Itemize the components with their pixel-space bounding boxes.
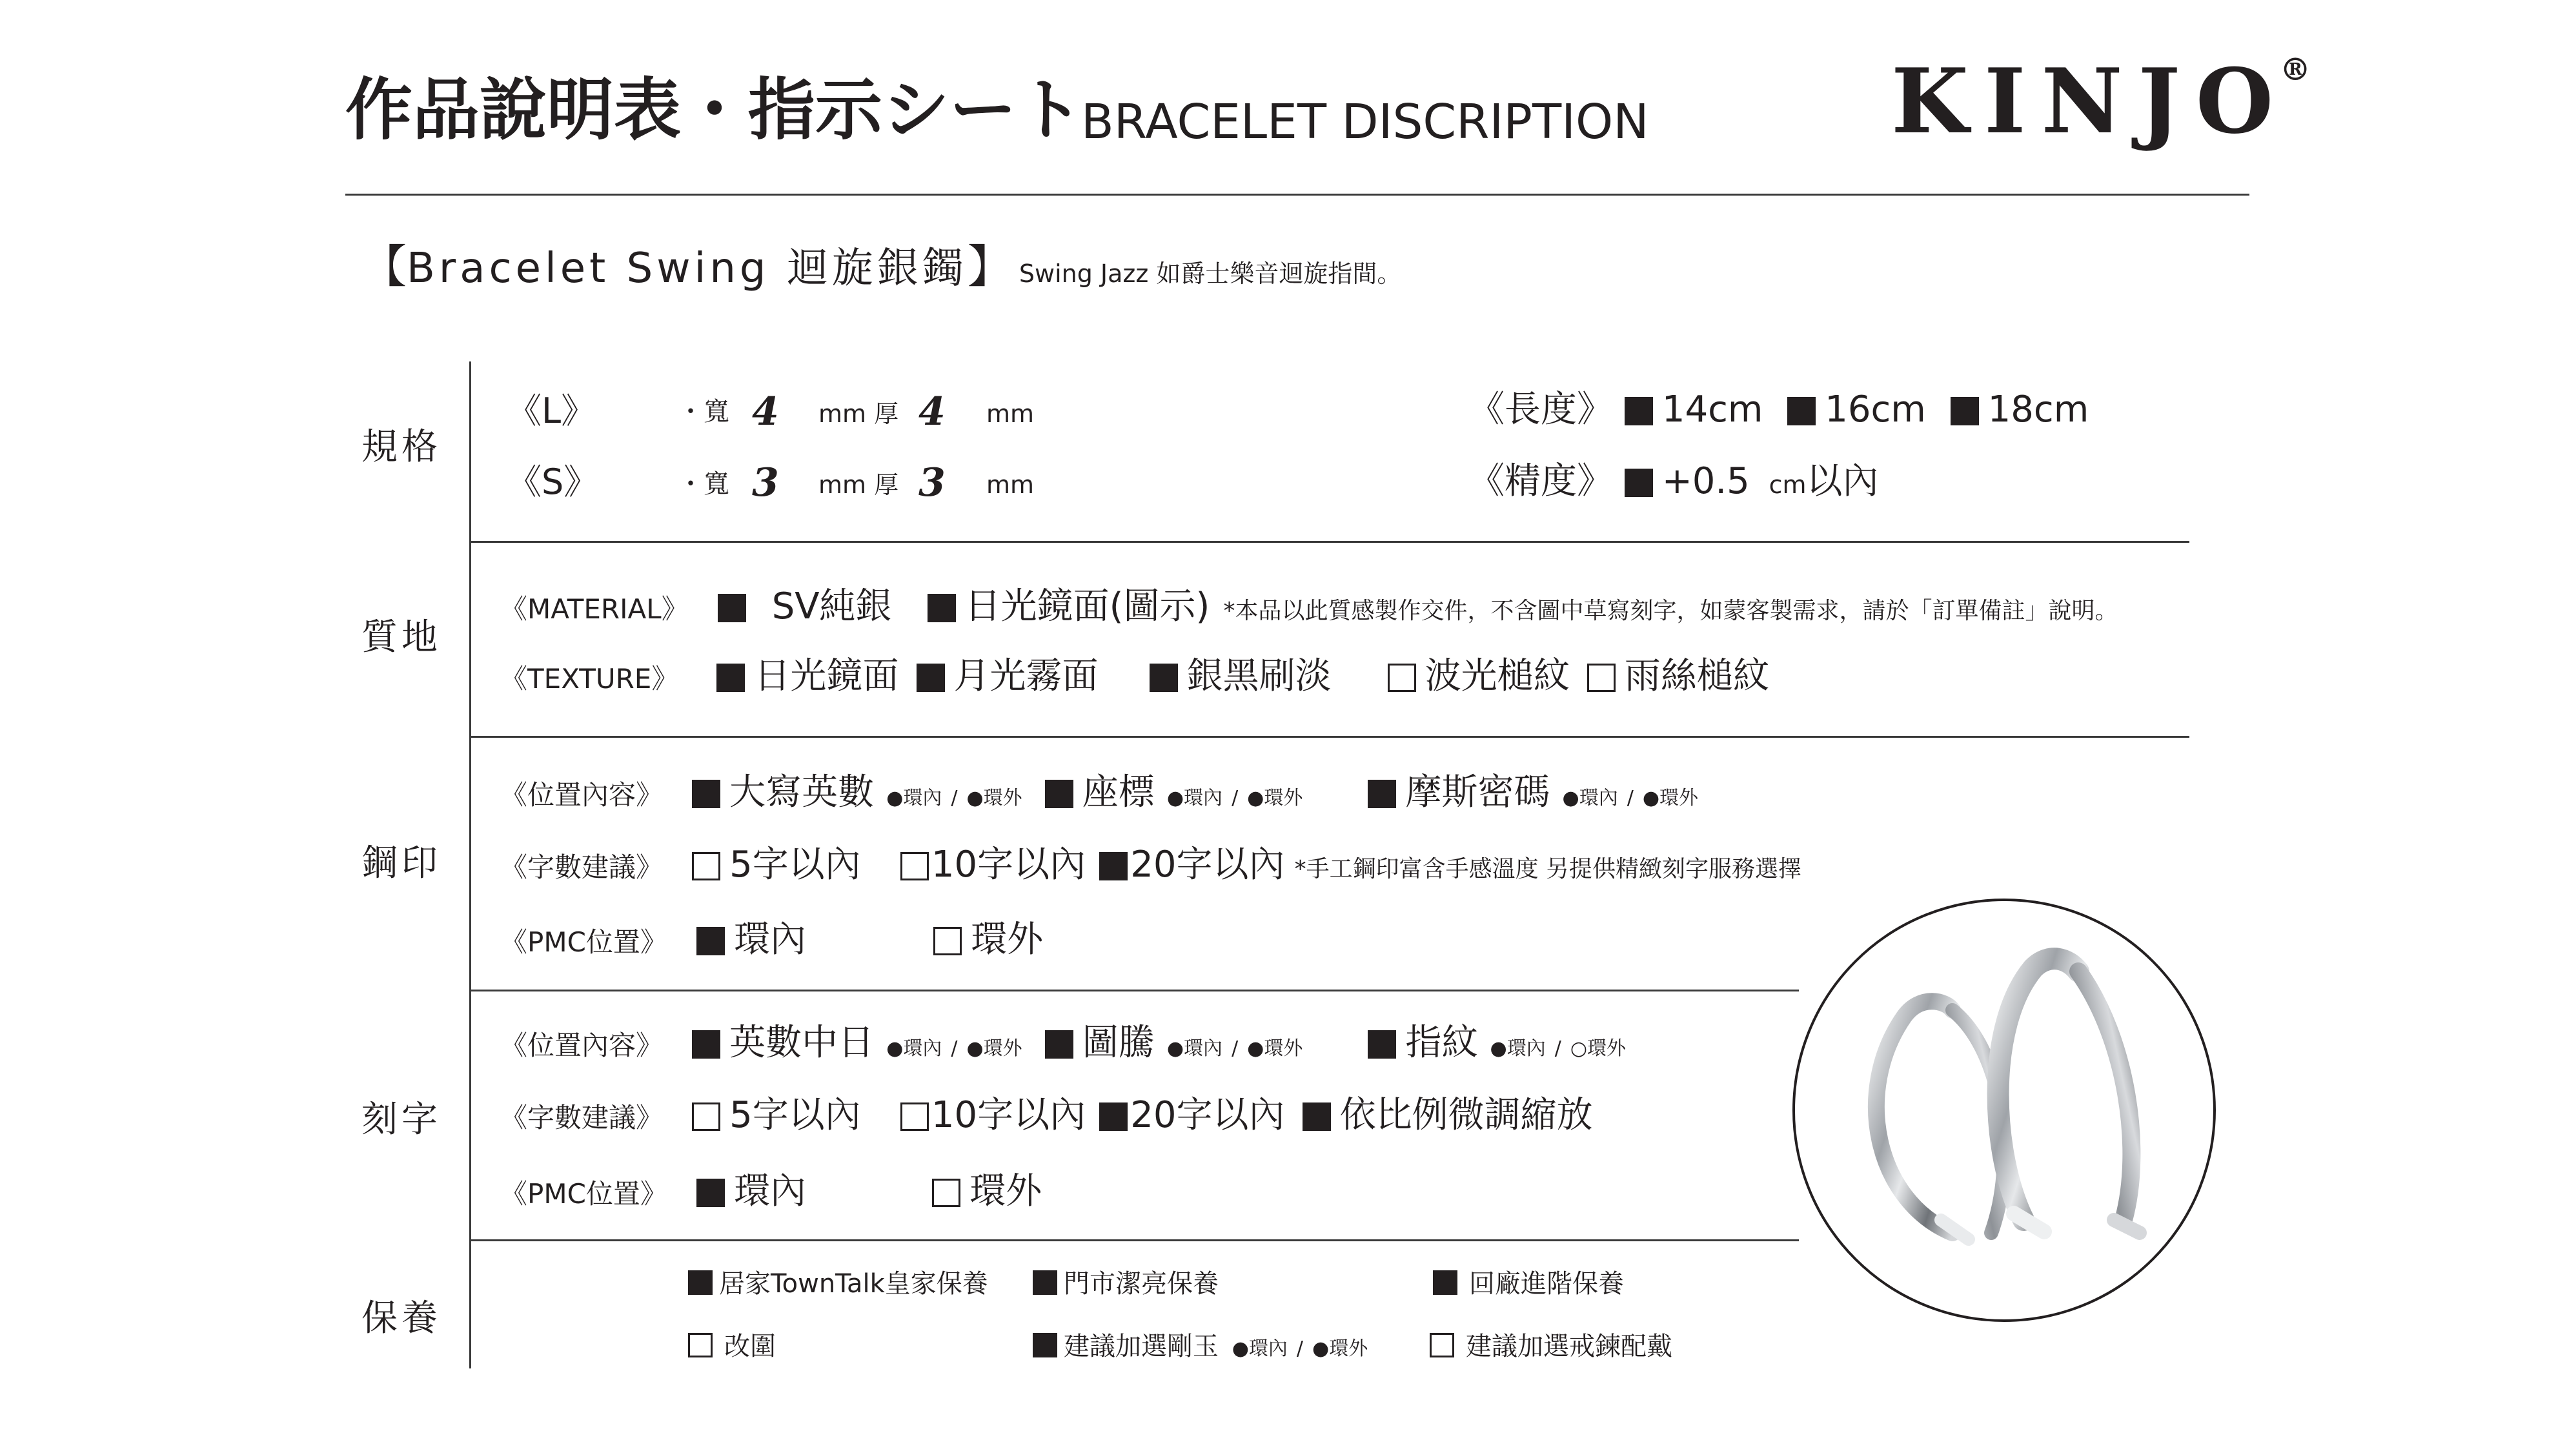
engrave-count5-checkbox[interactable] [692, 1102, 720, 1131]
stamp-count-note: *手工鋼印富含手感溫度 另提供精緻刻字服務選擇 [1294, 856, 1802, 882]
spec-l-unit1: mm 厚 [818, 400, 899, 428]
care-item-corundum [1033, 1333, 1368, 1359]
care-corundum-checkbox[interactable] [1033, 1333, 1057, 1357]
engrave-pmc-row [500, 1170, 1042, 1212]
row-divider-4 [469, 1239, 1799, 1241]
engrave-scale-checkbox[interactable] [1303, 1102, 1331, 1131]
stamp-morse-inner: ●環內 [1562, 787, 1618, 809]
stamp-morse-outer: ●環外 [1642, 787, 1699, 809]
length-18-label: 18cm [1987, 389, 2089, 431]
care-item-factory [1433, 1270, 1624, 1297]
bracelet-image [1791, 897, 2217, 1323]
texture-silverblack-label: 銀黑刷淡 [1186, 655, 1332, 697]
care-corundum-label: 建議加選剛玉 [1064, 1332, 1219, 1361]
product-tagline: Swing Jazz 如爵士樂音迴旋指間。 [1019, 259, 1402, 288]
engrave-multi-checkbox[interactable] [692, 1030, 720, 1059]
texture-wave-checkbox[interactable] [1388, 664, 1416, 692]
care-chain-checkbox[interactable] [1430, 1333, 1454, 1357]
length-18-checkbox[interactable] [1951, 397, 1979, 425]
material-mirror-checkbox[interactable] [928, 594, 956, 622]
precision-label: 《精度》 [1468, 460, 1613, 502]
engrave-count10-checkbox[interactable] [900, 1102, 929, 1131]
spec-l-thick-value: 4 [918, 389, 946, 434]
engrave-totem-outer: ●環外 [1247, 1037, 1303, 1060]
engrave-pmc-outer-checkbox[interactable] [932, 1179, 960, 1207]
length-14-checkbox[interactable] [1625, 397, 1653, 425]
engrave-totem-inner: ●環內 [1166, 1037, 1223, 1060]
care-corundum-outer: ●環外 [1312, 1337, 1368, 1360]
engrave-fingerprint-sep: / [1554, 1037, 1561, 1060]
spec-l-label: 《L》 [507, 391, 596, 431]
spec-s-unit2: mm [986, 471, 1035, 499]
stamp-coord-label: 座標 [1082, 771, 1155, 813]
section-label-stamp: 鋼印 [361, 842, 441, 884]
care-resize-checkbox[interactable] [688, 1333, 713, 1357]
engrave-pmc-label: 《PMC位置》 [500, 1178, 667, 1210]
stamp-alnum-label: 大寫英數 [729, 771, 875, 813]
spec-s-label: 《S》 [507, 462, 599, 502]
engrave-count10-label: 10字以內 [931, 1094, 1086, 1136]
stamp-pmc-outer-label: 環外 [971, 919, 1044, 960]
care-towntalk-checkbox[interactable] [688, 1270, 713, 1295]
section-label-texture: 質地 [361, 616, 441, 658]
stamp-pmc-inner-checkbox[interactable] [696, 927, 725, 955]
care-corundum-inner: ●環內 [1232, 1337, 1288, 1360]
spec-s-thick-value: 3 [918, 460, 946, 505]
bracket-close: 】 [967, 240, 1013, 293]
page-title: 作品說明表・指示シート [345, 70, 1084, 149]
engrave-count20-label: 20字以內 [1130, 1094, 1285, 1136]
precision-value: +0.5 [1661, 460, 1750, 502]
brand-name: KINJO [1891, 48, 2289, 154]
spec-l-width-value: 4 [752, 389, 779, 434]
section-label-engrave: 刻字 [361, 1099, 441, 1141]
spec-s-width-value: 3 [752, 460, 779, 505]
section-label-spec: 規格 [361, 426, 441, 468]
length-label: 《長度》 [1468, 389, 1613, 431]
material-row [500, 585, 2118, 627]
texture-moonlight-label: 月光霧面 [953, 655, 1099, 697]
precision-checkbox[interactable] [1625, 469, 1653, 497]
row-divider-1 [469, 541, 2189, 543]
engrave-count-label: 《字數建議》 [500, 1102, 664, 1133]
texture-rain-checkbox[interactable] [1587, 664, 1616, 692]
page-title-en: BRACELET DISCRIPTION [1081, 94, 1649, 150]
care-factory-label: 回廠進階保養 [1469, 1269, 1624, 1299]
registered-mark: ® [2280, 52, 2327, 88]
stamp-pmc-label: 《PMC位置》 [500, 926, 667, 958]
length-16-checkbox[interactable] [1787, 397, 1816, 425]
stamp-pmc-row [500, 919, 1044, 960]
material-note: *本品以此質感製作交件，不含圖中草寫刻字，如蒙客製需求，請於「訂單備註」說明。 [1223, 598, 2118, 624]
length-14-label: 14cm [1661, 389, 1763, 431]
engrave-count20-checkbox[interactable] [1099, 1102, 1128, 1131]
care-towntalk-label: 居家TownTalk皇家保養 [719, 1269, 988, 1299]
texture-wave-label: 波光槌紋 [1425, 655, 1570, 697]
engrave-totem-sep: / [1232, 1037, 1239, 1060]
stamp-count5-label: 5字以內 [729, 844, 861, 886]
stamp-content-label: 《位置內容》 [500, 779, 664, 811]
care-item-store [1033, 1270, 1219, 1297]
stamp-coord-sep: / [1232, 787, 1239, 809]
stamp-count20-checkbox[interactable] [1099, 852, 1128, 880]
material-sv-label: SV純銀 [771, 585, 892, 627]
brand-logo [1891, 48, 2335, 154]
engrave-fingerprint-checkbox[interactable] [1368, 1030, 1396, 1059]
engrave-totem-label: 圖騰 [1082, 1022, 1155, 1064]
stamp-content-row [500, 771, 1699, 813]
stamp-alnum-inner: ●環內 [886, 787, 942, 809]
care-store-checkbox[interactable] [1033, 1270, 1057, 1295]
section-label-care: 保養 [361, 1297, 441, 1339]
stamp-alnum-outer: ●環外 [966, 787, 1022, 809]
care-store-label: 門市潔亮保養 [1064, 1269, 1219, 1299]
stamp-count-label: 《字數建議》 [500, 851, 664, 883]
care-item-chain [1430, 1333, 1672, 1359]
material-mirror-label: 日光鏡面(圖示) [964, 585, 1210, 627]
engrave-scale-label: 依比例微調縮放 [1339, 1094, 1593, 1136]
stamp-count5-checkbox[interactable] [692, 852, 720, 880]
stamp-count-row [500, 844, 1802, 886]
engrave-multi-outer: ●環外 [966, 1037, 1022, 1060]
care-corundum-sep: / [1296, 1337, 1304, 1360]
stamp-morse-sep: / [1627, 787, 1634, 809]
care-chain-label: 建議加選戒鍊配戴 [1466, 1332, 1672, 1361]
engrave-pmc-inner-label: 環內 [734, 1170, 806, 1212]
precision-suffix: 以內 [1806, 460, 1879, 502]
engrave-content-row [500, 1022, 1627, 1064]
spec-l-width-label: ・寬 [678, 397, 729, 427]
spec-s-width-label: ・寬 [678, 469, 729, 499]
stamp-alnum-checkbox[interactable] [692, 780, 720, 808]
bracket-open: 【 [361, 240, 407, 293]
engrave-fingerprint-outer: ○環外 [1570, 1037, 1627, 1060]
texture-moonlight-checkbox[interactable] [917, 664, 945, 692]
stamp-alnum-sep: / [951, 787, 958, 809]
engrave-count-row [500, 1094, 1593, 1136]
stamp-morse-label: 摩斯密碼 [1405, 771, 1550, 813]
stamp-count10-label: 10字以內 [931, 844, 1086, 886]
product-line [361, 240, 1402, 293]
care-item-towntalk [688, 1270, 988, 1297]
texture-sunlight-label: 日光鏡面 [754, 655, 899, 697]
header-divider [345, 194, 2249, 196]
engrave-multi-sep: / [951, 1037, 958, 1060]
engrave-fingerprint-label: 指紋 [1405, 1022, 1478, 1064]
care-factory-checkbox[interactable] [1433, 1270, 1457, 1295]
texture-row [500, 655, 1769, 697]
engrave-multi-label: 英數中日 [729, 1022, 875, 1064]
stamp-pmc-inner-label: 環內 [734, 919, 806, 960]
product-name: Bracelet Swing 迴旋銀鐲 [407, 245, 968, 292]
spec-l-unit2: mm [986, 400, 1035, 428]
engrave-content-label: 《位置內容》 [500, 1030, 664, 1061]
engrave-multi-inner: ●環內 [886, 1037, 942, 1060]
stamp-morse-checkbox[interactable] [1368, 780, 1396, 808]
precision-unit: cm [1769, 471, 1807, 499]
texture-label: 《TEXTURE》 [500, 663, 679, 695]
engrave-count5-label: 5字以內 [729, 1094, 861, 1136]
texture-rain-label: 雨絲槌紋 [1624, 655, 1769, 697]
stamp-coord-checkbox[interactable] [1045, 780, 1073, 808]
row-divider-3 [469, 990, 1799, 991]
length-16-label: 16cm [1825, 389, 1926, 431]
bracelet-illustration [1791, 897, 2217, 1323]
row-divider-2 [469, 736, 2189, 738]
stamp-coord-outer: ●環外 [1247, 787, 1303, 809]
care-item-resize [688, 1333, 776, 1359]
texture-sunlight-checkbox[interactable] [716, 664, 745, 692]
material-sv-checkbox[interactable] [718, 594, 746, 622]
texture-silverblack-checkbox[interactable] [1150, 664, 1178, 692]
stamp-count20-label: 20字以內 [1130, 844, 1285, 886]
spec-s-unit1: mm 厚 [818, 471, 899, 499]
precision-row [1468, 460, 1879, 502]
material-label: 《MATERIAL》 [500, 593, 689, 625]
stamp-pmc-outer-checkbox[interactable] [933, 927, 962, 955]
engrave-pmc-inner-checkbox[interactable] [696, 1179, 725, 1207]
engrave-totem-checkbox[interactable] [1045, 1030, 1073, 1059]
care-resize-label: 改圍 [724, 1332, 776, 1361]
stamp-coord-inner: ●環內 [1166, 787, 1223, 809]
engrave-pmc-outer-label: 環外 [969, 1170, 1042, 1212]
table-vertical-divider [469, 361, 471, 1368]
engrave-fingerprint-inner: ●環內 [1490, 1037, 1546, 1060]
stamp-count10-checkbox[interactable] [900, 852, 929, 880]
length-row [1468, 389, 2089, 431]
